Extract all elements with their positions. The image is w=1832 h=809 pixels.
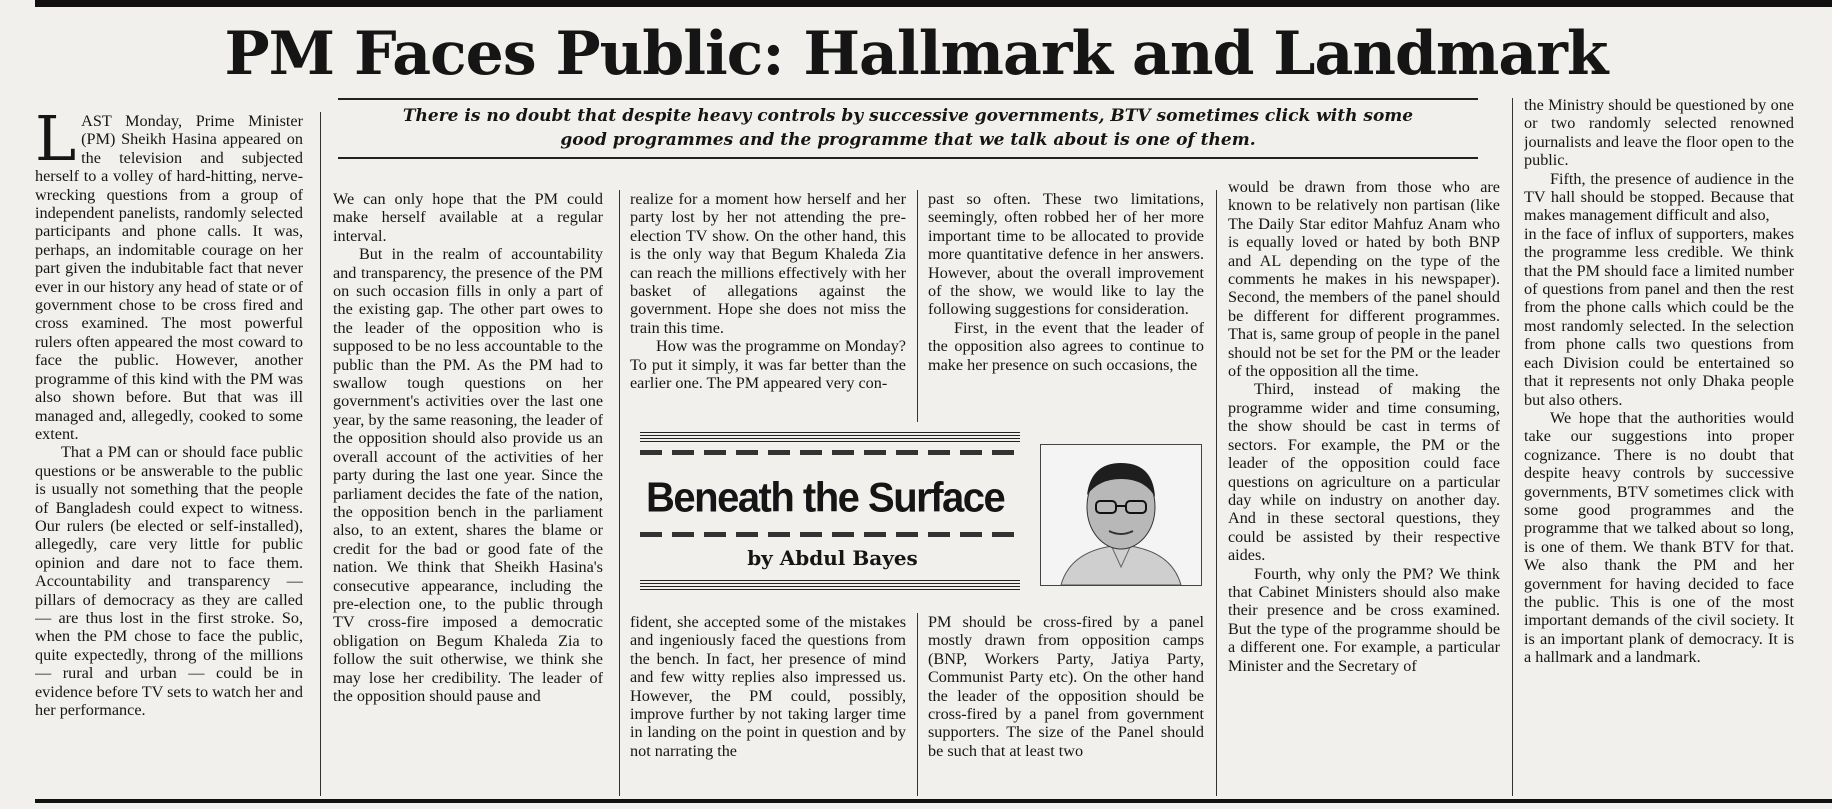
column-divider (320, 112, 321, 796)
dash-rule (640, 450, 1020, 455)
author-portrait-image (1041, 445, 1201, 585)
col3-paragraph-1: realize for a moment how herself and her party lost by her not attending the pre-election TV show. On the other hand, this is the only way that Begum Khaleda Zia can reach the millions effectively with her basket of allegations against the government. Hope she does not miss the train this time. (630, 190, 906, 337)
article-column-6 (1524, 96, 1794, 798)
column-title: Beneath the Surface (646, 474, 1005, 522)
article-column-3-bottom (630, 613, 906, 799)
drop-cap: L (35, 112, 77, 175)
col4-continued: PM should be cross-fired by a panel mostly drawn from opposition camps (BNP, Workers Party, Jatiya Party, Communist Party etc). On the other hand the leader of the opposition should be cross-fired by a panel from government supporters. The size of the Panel should be such that at least two (928, 613, 1204, 760)
col3-paragraph-2: How was the programme on Monday? To put it simply, it was far better than the earlier one. The PM appeared very con- (630, 337, 906, 393)
bottom-rule (35, 799, 1832, 803)
pull-quote-line-2: good programmes and the programme that we talk about is one of them. (560, 130, 1256, 150)
top-rule (35, 0, 1832, 7)
col5-paragraph-1: would be drawn from those who are known to be relatively non partisan (like The Daily Star editor Mahfuz Anam who is equally loved or hated by both BNP and AL depending on the type of the comments he makes in his newspaper). Second, the members of the panel should be different for different programmes. That is, same group of people in the panel should not be set for the PM or the leader of the opposition all the time. (1228, 178, 1500, 381)
col6-paragraph-1: the Ministry should be questioned by one or two randomly selected renowned journalists and leave the floor open to the public. (1524, 96, 1794, 170)
article-column-5 (1228, 178, 1500, 798)
article-column-4-top (928, 190, 1204, 426)
headline: PM Faces Public: Hallmark and Landmark (224, 19, 1608, 89)
col1-paragraph-2: That a PM can or should face public questions or be answerable to the public is usually not something that the people of Bangladesh could expect to witness. Our rulers (be elected or self-installed), allegedly, care very little for public opinion and dare not to face them. Accountability and transparency — pillars of democracy as they are called — are thus lost in the first stroke. So, when the PM chose to face the public, quite expectedly, throng of the millions — rural and urban — could be in evidence before TV sets to watch her and her performance. (35, 443, 303, 719)
column-divider (1216, 190, 1217, 796)
article-column-2 (333, 190, 603, 798)
column-divider (917, 613, 918, 796)
byline: by Abdul Bayes (747, 546, 918, 570)
column-divider (917, 190, 918, 422)
col6-paragraph-4: We hope that the authorities would take our suggestions into proper cognizance. There is no doubt that despite heavy controls by successive governments, BTV sometimes click with some good programmes and the programme that we talked about so long, is one of them. We thank BTV for that. We also thank the PM and her government for having decided to face the public. This is one of the most important demands of the civil society. It is an important plank of democracy. It is a hallmark and a landmark. (1524, 408, 1794, 667)
column-divider (1512, 98, 1513, 796)
col6-paragraph-2: Fifth, the presence of audience in the TV hall should be stopped. Because that makes management difficult and also, (1524, 169, 1794, 225)
column-nameplate (640, 432, 1210, 590)
article-column-1 (35, 112, 303, 800)
col5-paragraph-3: Fourth, why only the PM? We think that Cabinet Ministers should also make their presence and be cross examined. But the type of the programme should be a different one. For example, a particular Minister and the Secretary of (1228, 564, 1500, 675)
col4-paragraph-1: past so often. These two limitations, seemingly, often robbed her of her more important time to be allocated to provide more quantitative defence in her answers. However, about the overall improvement of the show, we would like to lay the following suggestions for consideration. (928, 190, 1204, 319)
stripe-rule (640, 432, 1020, 442)
author-photo (1040, 444, 1202, 586)
article-column-4-bottom (928, 613, 1204, 799)
col3-continued: fident, she accepted some of the mistakes and ingeniously faced the questions from the bench. In fact, her presence of mind and few witty replies also impressed us. However, the PM could, possibly, improve further by not taking larger time in landing on the point in question and by not narrating the (630, 613, 906, 760)
pull-quote-line-1: There is no doubt that despite heavy controls by successive governments, BTV sometimes click with some (402, 106, 1414, 126)
col4-paragraph-2: First, in the event that the leader of the opposition also agrees to continue to make her presence on such occasions, the (928, 318, 1204, 374)
stripe-rule (640, 580, 1020, 590)
column-divider (619, 190, 620, 796)
col2-paragraph-1: We can only hope that the PM could make herself available at a regular interval. (333, 190, 603, 245)
col1-paragraph-1: AST Monday, Prime Minister (PM) Sheikh Hasina appeared on the television and subjected herself to a volley of hard-hitting, nerve-wrecking questions from a group of independent panelists, randomly selected participants and phone calls. It was, perhaps, an indomitable courage on her part given the indubitable fact that never ever in our history any head of state or of government chose to be cross fired and cross examined. The most powerful rulers often appeared the most coward to face the public. However, another programme of this kind with the PM was also shown before. But that was ill managed and, allegedly, cooked to some extent. (35, 112, 303, 443)
col2-paragraph-2: But in the realm of accountability and transparency, the presence of the PM on such occasion fills in only a part of the existing gap. The other part owes to the leader of the opposition who is supposed to be no less accountable to the public than the PM. As the PM had to swallow tough questions on her government's activities over the last one year, by the same reasoning, the leader of the opposition should also provide us an overall account of the activities of her party during the last one year. Since the parliament decides the fate of the nation, the opposition bench in the parliament also, to an extent, shares the blame or credit for the bad or good fate of the nation. We think that Sheikh Hasina's consecutive appearance, including the pre-election one, to the public through TV cross-fire imposed a democratic obligation on Begum Khaleda Zia to follow the suit otherwise, we think she may lose her credibility. The leader of the opposition should pause and (333, 245, 603, 705)
pull-quote (338, 98, 1478, 159)
article-column-3-top (630, 190, 906, 426)
col5-paragraph-2: Third, instead of making the programme wider and time consuming, the show should be cast in terms of sectors. For example, the PM or the leader of the opposition could face questions on agriculture on a particular day while on industry on another day. And in these sectoral questions, they could be assisted by their respective aides. (1228, 380, 1500, 565)
col6-paragraph-3: in the face of influx of supporters, makes the programme less credible. We think that the PM should face a limited number of questions from panel and then the rest from the phone calls which could be the most randomly selected. In the selection from phone calls two questions from each Division could be entertained so that it represents not only Dhaka people but also others. (1524, 224, 1794, 409)
dash-rule (640, 532, 1020, 537)
